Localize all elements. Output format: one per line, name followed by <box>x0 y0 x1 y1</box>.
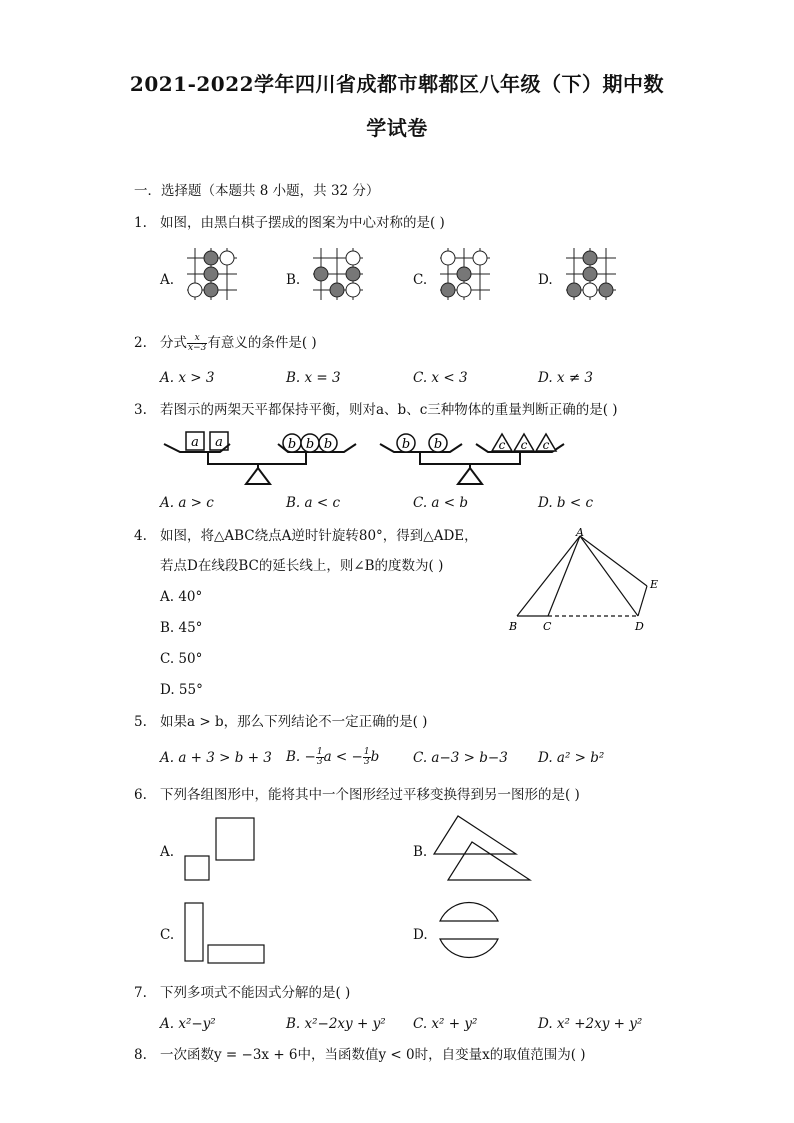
q7-option-c: C. x² + y² <box>413 1016 478 1032</box>
question-2-number: 2. <box>134 335 147 351</box>
q3-label-c-2: c <box>520 438 528 452</box>
q1-option-a-label: A. <box>160 272 175 288</box>
q1-figure-a <box>183 246 245 306</box>
q5-option-b <box>286 744 379 770</box>
q3-balance-left <box>160 428 360 490</box>
q7-option-a: A. x²−y² <box>160 1016 216 1032</box>
q3-label-b-2: b <box>305 437 315 452</box>
question-3-stem: 若图示的两架天平都保持平衡，则对a、b、c三种物体的重量判断正确的是( ) <box>160 402 618 418</box>
q3-label-b-3: b <box>323 437 333 452</box>
q4-label-d: D <box>635 620 644 633</box>
q2-stem-pre: 分式 <box>160 335 187 351</box>
exam-title-line1: 2021-2022学年四川省成都市郫都区八年级（下）期中数 <box>129 72 665 96</box>
question-1-number: 1. <box>134 215 147 231</box>
q3-label-b-4: b <box>401 437 411 452</box>
question-3-number: 3. <box>134 402 147 418</box>
q5-option-b-mid: a < − <box>323 749 363 765</box>
q4-option-d: D. 55° <box>160 682 203 698</box>
question-6-stem: 下列各组图形中，能将其中一个图形经过平移变换得到另一图形的是( ) <box>160 787 580 803</box>
q6-option-c-label: C. <box>160 927 175 943</box>
q5-option-c: C. a−3 > b−3 <box>413 750 508 766</box>
q7-option-d: D. x² +2xy + y² <box>538 1016 643 1032</box>
q1-figure-b <box>309 246 371 306</box>
q2-fraction-denominator: x−3 <box>188 343 207 353</box>
q5-option-b-post: b <box>370 749 380 765</box>
q5-option-b-pre: B. − <box>286 749 316 765</box>
q2-fraction <box>187 334 207 353</box>
q6-figure-d <box>434 897 504 967</box>
question-8-number: 8. <box>134 1047 147 1063</box>
q1-option-b-label: B. <box>286 272 301 288</box>
question-2-stem <box>160 330 317 356</box>
q3-label-b-5: b <box>433 437 443 452</box>
question-6-number: 6. <box>134 787 147 803</box>
q6-option-b-label: B. <box>413 844 428 860</box>
q2-option-b: B. x = 3 <box>286 370 341 386</box>
q4-triangle-figure <box>505 526 665 636</box>
q4-option-b: B. 45° <box>160 620 203 636</box>
q5-frac2-den: 3 <box>363 757 370 767</box>
q3-option-b: B. a < c <box>286 495 341 511</box>
q2-option-c: C. x < 3 <box>413 370 468 386</box>
q2-stem-post: 有意义的条件是( ) <box>207 335 317 351</box>
question-5-number: 5. <box>134 714 147 730</box>
exam-title-line2: 学试卷 <box>366 116 428 140</box>
q3-label-b-1: b <box>287 437 297 452</box>
section-heading: 一．选择题（本题共 8 小题，共 32 分） <box>134 183 380 199</box>
q3-label-c-3: c <box>542 438 550 452</box>
q6-figure-a <box>184 816 256 884</box>
q3-label-c-1: c <box>498 438 506 452</box>
q1-figure-d <box>562 246 624 306</box>
q5-frac2-num: 1 <box>363 747 370 757</box>
q3-label-a-1: a <box>191 435 199 450</box>
question-4-stem-line2: 若点D在线段BC的延长线上，则∠B的度数为( ) <box>160 558 444 574</box>
q6-figure-c <box>184 901 268 967</box>
question-7-number: 7. <box>134 985 147 1001</box>
question-8-stem: 一次函数y = −3x + 6中，当函数值y < 0时，自变量x的取值范围为( ) <box>160 1047 586 1063</box>
q4-label-c: C <box>543 620 552 633</box>
q2-option-d: D. x ≠ 3 <box>538 370 594 386</box>
question-4-stem-line1: 如图，将△ABC绕点A逆时针旋转80°，得到△ADE， <box>160 528 478 544</box>
q5-frac1-den: 3 <box>316 757 323 767</box>
q5-option-b-frac-2 <box>363 748 371 767</box>
q3-option-a: A. a > c <box>160 495 214 511</box>
q4-option-c: C. 50° <box>160 651 203 667</box>
q3-label-a-2: a <box>215 435 223 450</box>
q1-option-c-label: C. <box>413 272 428 288</box>
q3-option-c: C. a < b <box>413 495 469 511</box>
question-7-stem: 下列多项式不能因式分解的是( ) <box>160 985 351 1001</box>
q6-option-a-label: A. <box>160 844 175 860</box>
q5-option-b-frac-1 <box>316 748 324 767</box>
question-5-stem: 如果a > b，那么下列结论不一定正确的是( ) <box>160 714 428 730</box>
q5-frac1-num: 1 <box>316 747 323 757</box>
q7-option-b: B. x²−2xy + y² <box>286 1016 386 1032</box>
q3-option-d: D. b < c <box>538 495 594 511</box>
q5-option-d: D. a² > b² <box>538 750 605 766</box>
q4-label-b: B <box>509 620 518 633</box>
question-4-number: 4. <box>134 528 147 544</box>
q1-option-d-label: D. <box>538 272 553 288</box>
question-1-stem: 如图，由黑白棋子摆成的图案为中心对称的是( ) <box>160 215 445 231</box>
q4-label-a: A <box>576 526 584 539</box>
q5-option-a: A. a + 3 > b + 3 <box>160 750 272 766</box>
q6-option-d-label: D. <box>413 927 428 943</box>
q4-option-a: A. 40° <box>160 589 203 605</box>
q2-fraction-numerator: x <box>187 334 207 344</box>
q3-balance-right <box>376 428 576 490</box>
q4-label-e: E <box>650 578 659 591</box>
q2-option-a: A. x > 3 <box>160 370 215 386</box>
q1-figure-c <box>436 246 498 306</box>
q6-figure-b <box>432 814 532 886</box>
